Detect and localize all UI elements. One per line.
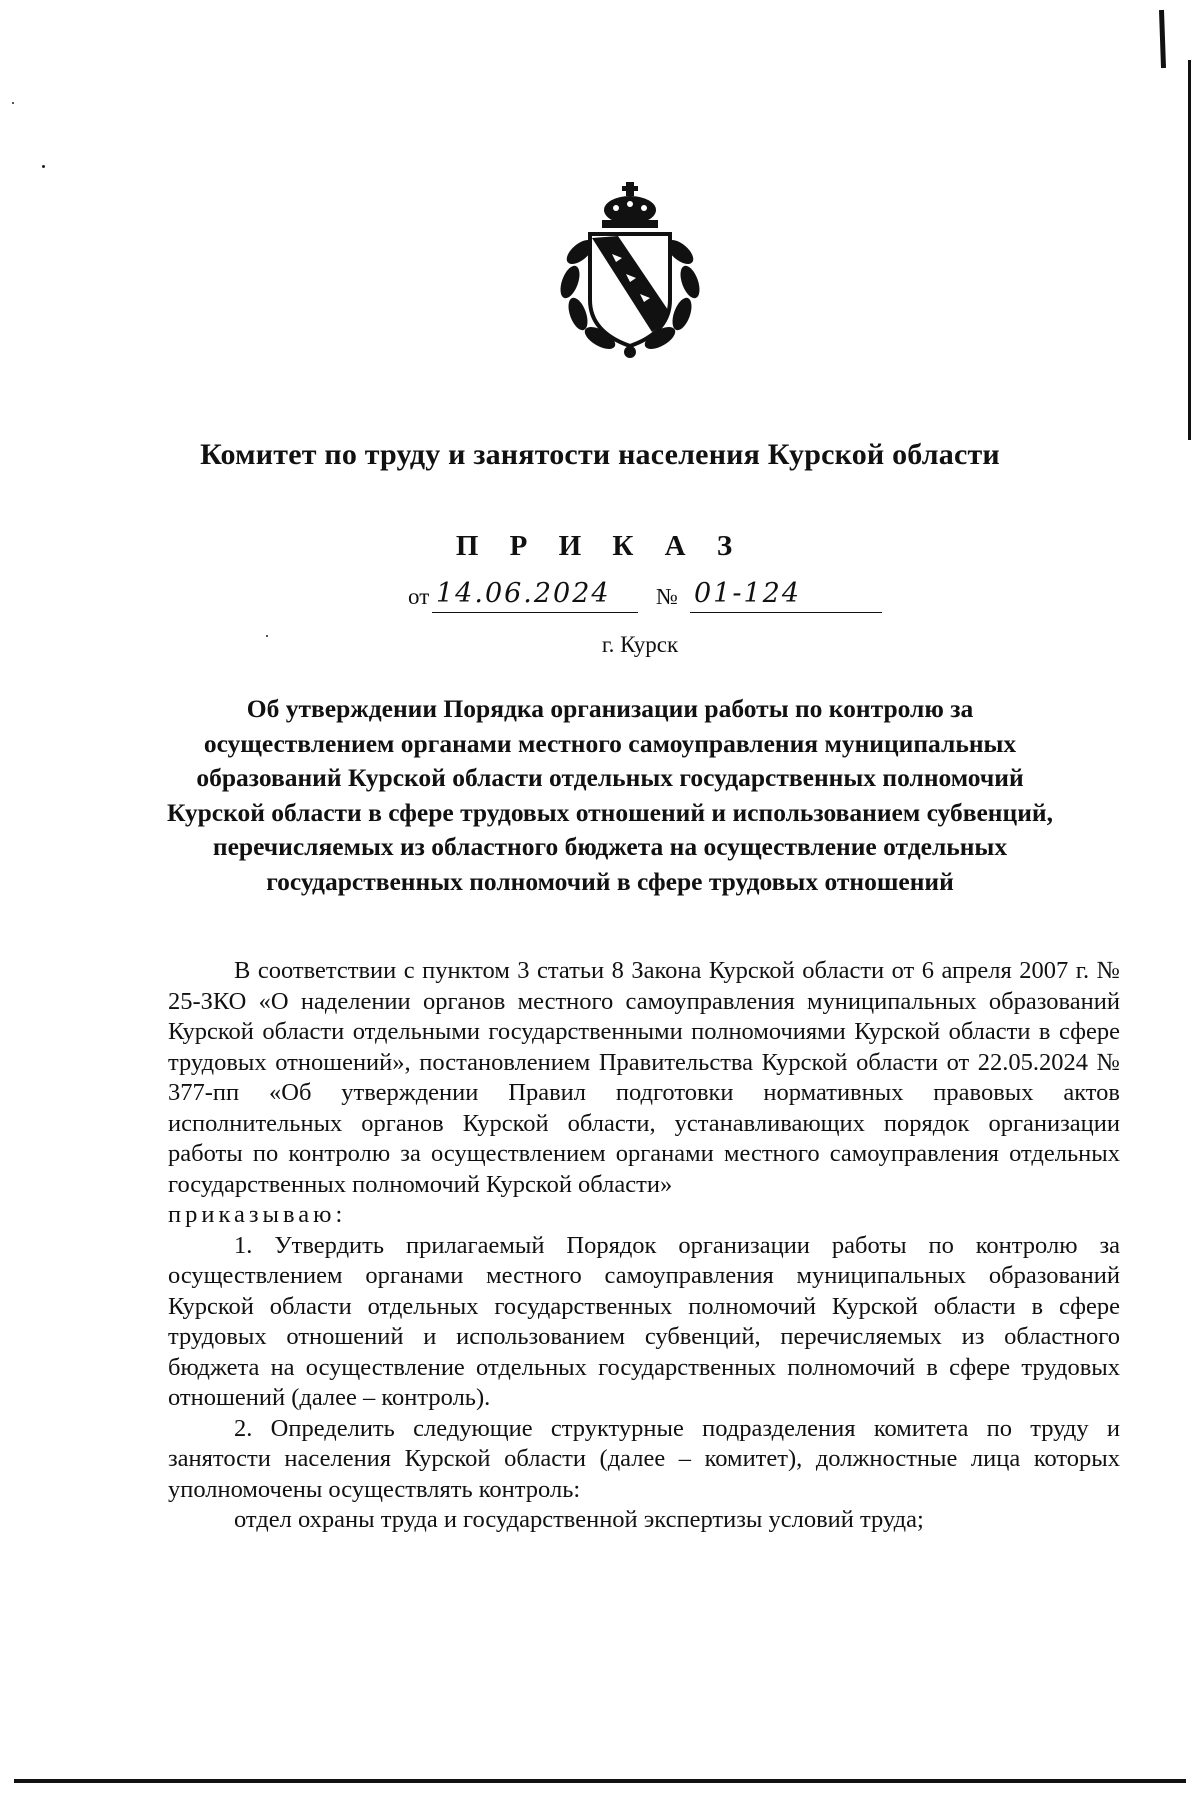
coat-of-arms-icon: [540, 182, 720, 362]
order-date-handwritten: 14.06.2024: [432, 578, 638, 613]
order-date-number-line: [408, 580, 888, 620]
directive-word: приказываю:: [168, 1201, 347, 1228]
order-number-handwritten: 01-124: [690, 578, 882, 613]
page-bottom-rule: [14, 1779, 1186, 1783]
number-prefix: №: [656, 584, 678, 609]
scan-speck: [42, 165, 45, 168]
document-type-heading: П Р И К А З: [455, 530, 745, 562]
item-1-paragraph: 1. Утвердить прилагаемый Порядок организации работы по контролю за осуществлением органами местного самоуправления муниципальных образований Курской области отдельных государственных полномочий Курской области в сфере трудовых отношений и использованием субвенций, перечисляемых из областного бюджета на осуществление отдельных государственных полномочий в сфере трудовых отношений (далее – контроль).: [168, 1231, 1120, 1411]
organization-title: Комитет по труду и занятости населения Курской области: [200, 438, 1000, 471]
date-prefix: от: [408, 584, 430, 609]
item-2-paragraph: 2. Определить следующие структурные подразделения комитета по труду и занятости населения Курской области (далее – комитет), должностные лица которых уполномочены осуществлять контроль:: [168, 1414, 1120, 1503]
order-body: [168, 956, 1120, 1536]
scan-edge-mark: [1159, 10, 1166, 68]
preamble-paragraph: В соответствии с пунктом 3 статьи 8 Закона Курской области от 6 апреля 2007 г. № 25-ЗКО «О наделении органов местного самоуправления муниципальных образований Курской области отдельными государственными полномочиями Курской области в сфере трудовых отношений», постановлением Правительства Курской области от 22.05.2024 № 377-пп «Об утверждении Правил подготовки нормативных правовых актов исполнительных органов Курской области, устанавливающих порядок организации работы по контролю за осуществлением органами местного самоуправления отдельных государственных полномочий Курской области»: [168, 957, 1120, 1198]
scan-edge-line: [1188, 60, 1191, 440]
order-subject: Об утверждении Порядка организации работы по контролю за осуществлением органами местного самоуправления муниципальных образований Курской области отдельных государственных полномочий Курской области в сфере трудовых отношений и использованием субвенций, перечисляемых из областного бюджета на осуществление отдельных государственных полномочий в сфере трудовых отношений: [167, 694, 1053, 896]
city: г. Курск: [601, 632, 679, 657]
scan-speck: [12, 102, 14, 104]
item-2-1-paragraph: отдел охраны труда и государственной экспертизы условий труда;: [234, 1506, 924, 1533]
